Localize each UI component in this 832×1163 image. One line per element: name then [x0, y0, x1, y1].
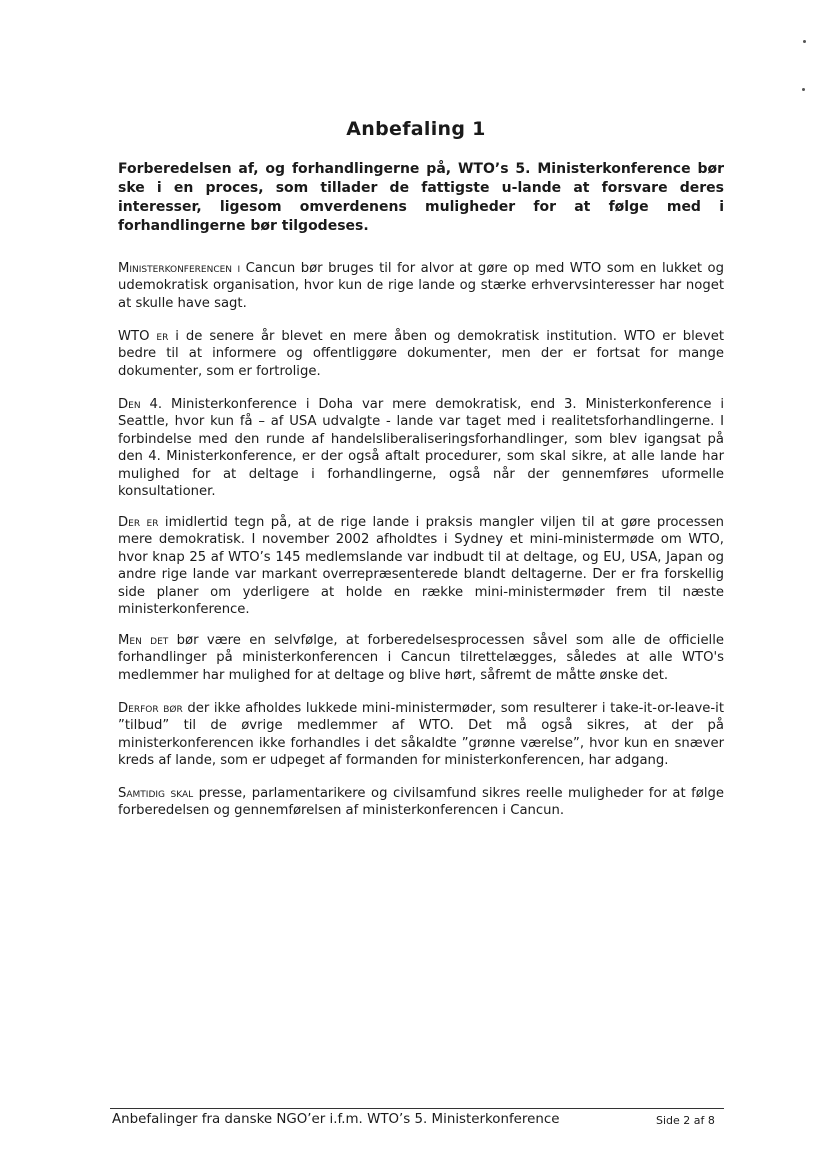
paragraph [118, 632, 724, 684]
paragraph-text: bør være en selvfølge, at forberedelsesprocessen såvel som alle de officielle forhandlinger på ministerkonferencen i Cancun tilrettelægges, således at alle WTO's medlemmer har mulighed for at deltage og blive hørt, såfremt de måtte ønske det. [118, 633, 724, 683]
paragraph [118, 700, 724, 770]
paragraph-lead-in: Derfor bør [118, 701, 183, 716]
paragraph [118, 328, 724, 380]
page-title: Anbefaling 1 [346, 118, 486, 140]
paragraph [118, 514, 724, 618]
paragraph-lead-in: Samtidig skal [118, 786, 194, 801]
scan-speck [803, 40, 806, 43]
scan-speck [802, 88, 805, 91]
paragraph-lead-in: Den [118, 397, 141, 412]
footer-title: Anbefalinger fra danske NGO’er i.f.m. WTO’s 5. Ministerkonference [112, 1112, 560, 1127]
paragraph [118, 785, 724, 820]
page-number: Side 2 af 8 [656, 1114, 715, 1127]
paragraph-lead-in: WTO er [118, 329, 169, 344]
paragraph-text: Cancun bør bruges til for alvor at gøre op med WTO som en lukket og udemokratisk organisation, hvor kun de rige lande og stærke erhvervsinteresser har noget at skulle have sagt. [118, 261, 724, 311]
footer-divider [110, 1108, 724, 1109]
paragraph-lead-in: Der er [118, 515, 159, 530]
lead-statement: Forberedelsen af, og forhandlingerne på, WTO’s 5. Ministerkonference bør ske i en proces, som tillader de fattigste u-lande at forsvare deres interesser, ligesom omverdenens muligheder for at følge med i forhandlingerne bør tilgodeses. [118, 161, 724, 234]
paragraph [118, 260, 724, 312]
paragraph-text: der ikke afholdes lukkede mini-ministermøder, som resulterer i take-it-or-leave-it ”tilbud” til de øvrige medlemmer af WTO. Det må også sikres, at der på ministerkonferencen ikke forhandles i det såkaldte ”grønne værelse”, hvor kun en snæver kreds af lande, som er udpeget af formanden for ministerkonferencen, har adgang. [118, 701, 725, 769]
paragraph-text: presse, parlamentarikere og civilsamfund sikres reelle muligheder for at følge forberedelsen og gennemførelsen af ministerkonferencen i Cancun. [118, 786, 725, 819]
paragraph-text: 4. Ministerkonference i Doha var mere demokratisk, end 3. Ministerkonference i Seattle, hvor kun få – af USA udvalgte - lande var taget med i realitetsforhandlingerne. I forbindelse med den runde af handelsliberaliseringsforhandlinger, som blev igangsat på den 4. Ministerkonference, er der også aftalt procedurer, som skal sikre, at alle lande har mulighed for at deltage i forhandlingerne, også når der gennemføres uformelle konsultationer. [118, 397, 724, 500]
paragraph [118, 396, 724, 500]
paragraph-text: imidlertid tegn på, at de rige lande i praksis mangler viljen til at gøre processen mere demokratisk. I november 2002 afholdtes i Sydney et mini-ministermøde om WTO, hvor knap 25 af WTO’s 145 medlemslande var indbudt til at deltage, og EU, USA, Japan og andre rige lande var markant overrepræsenterede blandt deltagerne. Der er fra forskellig side planer om yderligere at holde en række mini-ministermøder frem til næste ministerkonference. [118, 515, 724, 618]
paragraph-lead-in: Men det [118, 633, 169, 648]
paragraph-text: i de senere år blevet en mere åben og demokratisk institution. WTO er blevet bedre til at informere og offentliggøre dokumenter, men der er fortsat for mange dokumenter, som er fortrolige. [118, 329, 724, 379]
paragraph-lead-in: Ministerkonferencen i [118, 261, 241, 276]
